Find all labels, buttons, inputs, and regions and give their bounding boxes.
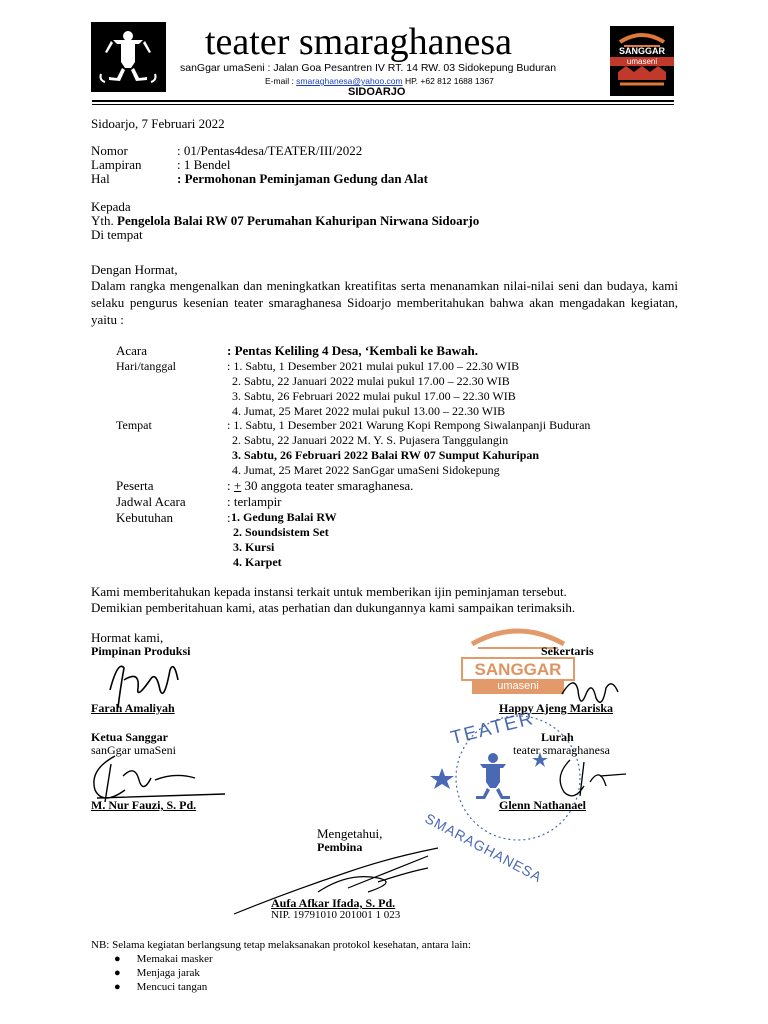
signer-title-secretary: Sekertaris (541, 644, 594, 658)
email-label: E-mail : (265, 76, 297, 86)
detail-date-2: 2. Sabtu, 22 Januari 2022 mulai pukul 17.00 – 22.30 WIB (232, 374, 510, 388)
org-address: sanGgar umaSeni : Jalan Goa Pesantren IV RT. 14 RW. 03 Sidokepung Buduran (180, 62, 557, 74)
sanggar-logo (610, 26, 674, 96)
bullet-icon: ● (114, 953, 121, 965)
signer-name-chair: M. Nur Fauzi, S. Pd. (91, 798, 197, 812)
detail-label: Acara (116, 343, 148, 358)
recipient-line (91, 213, 479, 228)
stamp-top-text: TEATER (448, 707, 537, 750)
intro-paragraph: Dalam rangka mengenalkan dan meningkatkan kreatifitas serta menanamkan nilai-nilai seni dan budaya, kami selaku pengurus kesenian teater smaraghanesa Sidoarjo memberitahukan bahwa akan mengadakan kegiatan, yaitu : (91, 278, 678, 327)
note-item-label: Mencuci tangan (136, 981, 208, 993)
signer-nip-advisor: NIP. 19791010 201001 1 023 (271, 909, 401, 921)
bullet-icon: ● (114, 981, 121, 993)
meta-value: : Permohonan Peminjaman Gedung dan Alat (177, 171, 428, 186)
signer-name-production: Farah Amaliyah (91, 701, 175, 715)
theater-logo (91, 22, 166, 92)
closing-line-2: Demikian pemberitahuan kami, atas perhatian dan dukungannya kami sampaikan terimaksih. (91, 600, 576, 615)
note-item-label: Memakai masker (136, 953, 213, 965)
greeting: Dengan Hormat, (91, 262, 178, 277)
header-rule-thin (92, 104, 674, 105)
detail-place-label: Tempat (116, 418, 152, 432)
org-name: teater smaraghanesa (205, 21, 512, 63)
signer-title-production: Pimpinan Produksi (91, 644, 191, 658)
detail-date-label: Hari/tanggal (116, 359, 176, 373)
contact-line (265, 76, 494, 86)
closing-line-1: Kami memberitahukan kepada instansi terkait untuk memberikan ijin peminjaman tersebut. (91, 584, 567, 599)
regards: Hormat kami, (91, 630, 164, 645)
note-intro: NB: Selama kegiatan berlangsung tetap melaksanakan protokol kesehatan, antara lain: (91, 939, 471, 951)
need-item-4: 4. Karpet (233, 555, 282, 569)
detail-place-1: : 1. Sabtu, 1 Desember 2021 Warung Kopi Rempong Siwalanpanji Buduran (227, 418, 591, 432)
note-item (114, 953, 213, 966)
need-item-3: 3. Kursi (233, 540, 275, 554)
detail-needs (116, 510, 231, 525)
detail-label: Jadwal Acara (116, 494, 186, 509)
recipient-place: Di tempat (91, 227, 143, 242)
signer-title-head: Lurah (541, 730, 574, 744)
stamp-bottom-text: SMARAGHANESA (422, 810, 546, 886)
detail-date-4: 4. Jumat, 25 Maret 2022 mulai pukul 13.00 – 22.30 WIB (232, 404, 506, 418)
detail-value: 30 anggota teater smaraghanesa. (241, 478, 414, 493)
meta-attachment (91, 157, 230, 172)
signature-head (540, 746, 630, 806)
detail-value: : terlampir (227, 494, 282, 509)
signer-name-advisor: Aufa Afkar Ifada, S. Pd. (271, 896, 396, 910)
meta-label: Hal (91, 171, 110, 186)
detail-place-4: 4. Jumat, 25 Maret 2022 SanGgar umaSeni Sidokepung (232, 463, 500, 477)
plus-minus-sign: + (233, 478, 242, 493)
need-item-2: 2. Soundsistem Set (233, 525, 329, 539)
signer-org-head: teater smaraghanesa (513, 743, 610, 757)
detail-place-3: 3. Sabtu, 26 Februari 2022 Balai RW 07 Sumput Kahuripan (232, 448, 540, 462)
org-city: SIDOARJO (348, 86, 406, 98)
detail-label: Peserta (116, 478, 154, 493)
recipient-name: Pengelola Balai RW 07 Perumahan Kahuripan Nirwana Sidoarjo (117, 213, 480, 228)
stamp-sanggar-text: SANGGAR (474, 660, 562, 679)
meta-label: Lampiran (91, 157, 142, 172)
detail-place-2: 2. Sabtu, 22 Januari 2022 M. Y. S. Pujasera Tanggulangin (232, 433, 509, 447)
meta-number (91, 143, 362, 158)
detail-colon: : (227, 510, 231, 525)
header-rule (92, 100, 674, 102)
note-item-label: Menjaga jarak (136, 967, 200, 979)
detail-schedule (116, 494, 282, 509)
note-item (114, 981, 207, 994)
detail-participants (116, 478, 413, 493)
recipient-honorific: Yth. (91, 213, 114, 228)
recipient-label: Kepada (91, 199, 131, 214)
dancer-figure-icon (91, 22, 166, 92)
meta-label: Nomor (91, 143, 128, 158)
detail-label: Kebutuhan (116, 510, 174, 525)
note-item (114, 967, 200, 980)
detail-date-1: : 1. Sabtu, 1 Desember 2021 mulai pukul 17.00 – 22.30 WIB (227, 359, 520, 373)
meta-subject (91, 171, 428, 186)
detail-colon: : (227, 478, 234, 493)
letter-date: Sidoarjo, 7 Februari 2022 (91, 116, 225, 131)
sanggar-logo-text-2: umaseni (610, 57, 674, 66)
acknowledge: Mengetahui, (317, 826, 383, 841)
signer-title-advisor: Pembina (317, 840, 363, 854)
signer-name-head: Glenn Nathanael (499, 798, 587, 812)
detail-date-3: 3. Sabtu, 26 Februari 2022 mulai pukul 17.00 – 22.30 WIB (232, 389, 516, 403)
stamp-umaseni-text: umaseni (497, 680, 539, 692)
meta-value: : 01/Pentas4desa/TEATER/III/2022 (177, 143, 363, 158)
signer-name-secretary: Happy Ajeng Mariska (499, 701, 614, 715)
detail-value: : Pentas Keliling 4 Desa, ‘Kembali ke Bawah. (227, 343, 478, 358)
signer-title-chair: Ketua Sanggar (91, 730, 169, 744)
bullet-icon: ● (114, 967, 121, 979)
detail-event (116, 343, 478, 358)
need-item-1: 1. Gedung Balai RW (231, 510, 337, 524)
phone-number: HP. +62 812 1688 1367 (402, 76, 494, 86)
email-link[interactable]: smaraghanesa@yahoo.com (296, 76, 403, 86)
sanggar-logo-text-1: SANGGAR (618, 46, 665, 56)
meta-value: : 1 Bendel (177, 157, 231, 172)
signer-org-chair: sanGgar umaSeni (91, 743, 176, 757)
